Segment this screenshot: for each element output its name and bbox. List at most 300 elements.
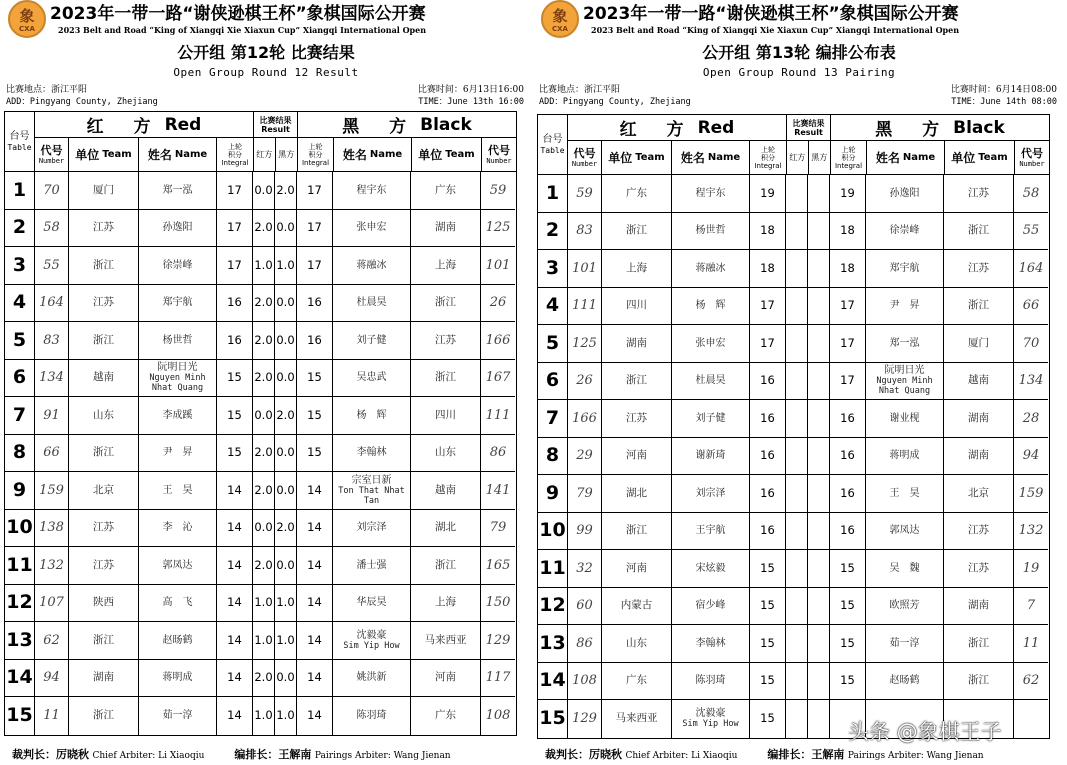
table-row <box>5 397 516 435</box>
table-number: 7 <box>5 397 35 435</box>
header-result: 比赛结果 Result 红方 黑方 <box>787 115 831 175</box>
red-score: 16 <box>750 438 786 476</box>
result-red: 0.0 <box>253 397 275 435</box>
table-row <box>538 438 1049 476</box>
watermark: 头条 @象棋王子 <box>848 720 1002 744</box>
red-code: 11 <box>35 697 69 735</box>
black-team: 广东 <box>411 697 481 735</box>
header-result-black: 黑方 <box>278 150 295 159</box>
table-number: 6 <box>538 363 568 401</box>
black-name: 刘宗泽 <box>333 510 411 548</box>
red-code: 132 <box>35 547 69 585</box>
red-score: 17 <box>750 288 786 326</box>
red-score: 15 <box>217 435 253 473</box>
table-row <box>538 663 1049 701</box>
black-code: 141 <box>481 472 515 510</box>
red-code: 83 <box>35 322 69 360</box>
table-row <box>5 247 516 285</box>
black-name: 尹 昇 <box>866 288 944 326</box>
result-black <box>808 438 830 476</box>
red-code: 99 <box>568 513 602 551</box>
table-row <box>5 622 516 660</box>
red-team: 浙江 <box>602 513 672 551</box>
table-number: 1 <box>538 175 568 213</box>
sheet-subtitle-en: Open Group Round 13 Pairing <box>702 66 896 79</box>
black-score: 15 <box>297 360 333 398</box>
red-name: 杜晨昊 <box>672 363 750 401</box>
black-score: 16 <box>297 322 333 360</box>
black-team: 浙江 <box>944 288 1014 326</box>
round13-pairing-sheet <box>537 0 1061 765</box>
table-number: 2 <box>5 210 35 248</box>
red-code: 134 <box>35 360 69 398</box>
table-number: 8 <box>538 438 568 476</box>
black-score: 16 <box>830 475 866 513</box>
red-name: 尹 昇 <box>139 435 217 473</box>
header-code: 代号 Number <box>1019 147 1045 168</box>
black-score: 16 <box>830 513 866 551</box>
table-row <box>5 472 516 510</box>
black-code: 101 <box>481 247 515 285</box>
result-black: 0.0 <box>275 360 297 398</box>
red-code: 83 <box>568 213 602 251</box>
header-team: 单位 Team <box>945 141 1015 174</box>
black-code: 19 <box>1014 550 1048 588</box>
black-score: 14 <box>297 660 333 698</box>
red-team: 北京 <box>69 472 139 510</box>
black-team: 湖北 <box>411 510 481 548</box>
black-score: 15 <box>297 435 333 473</box>
black-name: 郑宇航 <box>866 250 944 288</box>
result-red: 2.0 <box>253 472 275 510</box>
table-number: 15 <box>5 697 35 735</box>
black-team: 山东 <box>411 435 481 473</box>
header-red: 红 方 Red 代号 Number 单位 Team 姓名 Name 上轮 积分 Integral <box>35 112 254 172</box>
red-code: 59 <box>568 175 602 213</box>
red-code: 62 <box>35 622 69 660</box>
red-code: 58 <box>35 210 69 248</box>
black-team: 江苏 <box>411 322 481 360</box>
result-red: 2.0 <box>253 360 275 398</box>
pairing-table <box>4 111 517 736</box>
time-label-en: TIME：June 13th 16:00 <box>418 97 524 107</box>
red-code: 164 <box>35 285 69 323</box>
black-name: 潘士强 <box>333 547 411 585</box>
black-score: 14 <box>297 472 333 510</box>
black-code: 26 <box>481 285 515 323</box>
table-number: 13 <box>538 625 568 663</box>
red-score: 14 <box>217 697 253 735</box>
red-team: 厦门 <box>69 172 139 210</box>
table-row <box>5 285 516 323</box>
red-name: 谢新琦 <box>672 438 750 476</box>
black-name: 蒋明成 <box>866 438 944 476</box>
result-red <box>786 513 808 551</box>
black-code: 70 <box>1014 325 1048 363</box>
table-number: 5 <box>538 325 568 363</box>
red-score: 15 <box>750 588 786 626</box>
red-team: 江苏 <box>602 400 672 438</box>
table-number: 10 <box>5 510 35 548</box>
black-score: 19 <box>830 175 866 213</box>
red-name: 李 沁 <box>139 510 217 548</box>
result-red: 2.0 <box>253 547 275 585</box>
round12-results-sheet <box>4 0 528 765</box>
red-name: 杨世哲 <box>139 322 217 360</box>
result-black <box>808 325 830 363</box>
black-code <box>1014 700 1048 738</box>
cxa-logo: 象 CXA <box>541 0 579 38</box>
result-black <box>808 625 830 663</box>
black-code: 86 <box>481 435 515 473</box>
red-name: 蒋明成 <box>139 660 217 698</box>
black-score: 16 <box>297 285 333 323</box>
black-score: 17 <box>297 210 333 248</box>
venue-label-en: ADD：Pingyang County, Zhejiang <box>539 97 691 107</box>
event-title: 2023年一带一路“谢侠逊棋王杯”象棋国际公开赛 <box>50 4 426 24</box>
venue-label-en: ADD：Pingyang County, Zhejiang <box>6 97 158 107</box>
red-name: 沈毅豪 Sim Yip How <box>672 700 750 738</box>
header-code: 代号 Number <box>568 141 602 174</box>
table-row <box>5 510 516 548</box>
black-score: 14 <box>297 547 333 585</box>
black-score: 18 <box>830 250 866 288</box>
black-team: 江苏 <box>944 550 1014 588</box>
black-name: 谢业枧 <box>866 400 944 438</box>
red-score: 17 <box>750 325 786 363</box>
red-code: 125 <box>568 325 602 363</box>
result-red: 1.0 <box>253 697 275 735</box>
result-black: 0.0 <box>275 210 297 248</box>
table-row <box>538 288 1049 326</box>
red-score: 17 <box>217 210 253 248</box>
black-code: 134 <box>1014 363 1048 401</box>
result-black: 0.0 <box>275 472 297 510</box>
table-number: 7 <box>538 400 568 438</box>
table-row <box>5 547 516 585</box>
result-black: 1.0 <box>275 585 297 623</box>
black-code: 108 <box>485 708 511 724</box>
red-code: 129 <box>568 700 602 738</box>
red-name: 杨 辉 <box>672 288 750 326</box>
result-red <box>786 400 808 438</box>
table-row <box>5 172 516 210</box>
black-score: 15 <box>830 663 866 701</box>
result-black <box>808 663 830 701</box>
black-score: 17 <box>830 363 866 401</box>
header-result-red: 红方 <box>787 141 809 174</box>
black-team: 河南 <box>411 660 481 698</box>
header-name: 姓名 Name <box>672 141 750 174</box>
table-number: 13 <box>5 622 35 660</box>
red-code: 138 <box>35 510 69 548</box>
black-code: 111 <box>481 397 515 435</box>
red-code: 101 <box>568 250 602 288</box>
header-name: 姓名 Name <box>139 138 217 171</box>
red-score: 16 <box>750 513 786 551</box>
red-team: 马来西亚 <box>602 700 672 738</box>
black-name: 沈毅豪 Sim Yip How <box>333 622 411 660</box>
red-code: 70 <box>35 172 69 210</box>
result-red: 2.0 <box>253 285 275 323</box>
result-red: 1.0 <box>253 247 275 285</box>
black-team: 江苏 <box>944 250 1014 288</box>
result-black: 2.0 <box>275 397 297 435</box>
result-black: 0.0 <box>275 660 297 698</box>
result-red <box>786 325 808 363</box>
red-name: 王宇航 <box>672 513 750 551</box>
table-header <box>538 115 1049 175</box>
red-name: 宿少峰 <box>672 588 750 626</box>
header-team: 单位 Team <box>602 141 672 174</box>
sheet-subtitle: 公开组 第13轮 编排公布表 <box>702 43 896 62</box>
table-number: 11 <box>5 547 35 585</box>
result-red <box>786 175 808 213</box>
black-name: 刘子健 <box>333 322 411 360</box>
red-team: 浙江 <box>602 363 672 401</box>
black-score: 17 <box>297 172 333 210</box>
table-row <box>5 660 516 698</box>
table-row <box>5 697 516 735</box>
black-team: 马来西亚 <box>411 622 481 660</box>
table-row <box>5 585 516 623</box>
result-black: 1.0 <box>275 697 297 735</box>
black-code: 164 <box>1014 250 1048 288</box>
event-title-en: 2023 Belt and Road “King of Xiangqi Xie Xiaxun Cup” Xiangqi International Open <box>591 25 960 35</box>
black-code: 117 <box>481 660 515 698</box>
result-red <box>786 550 808 588</box>
table-number: 14 <box>5 660 35 698</box>
red-code: 32 <box>568 550 602 588</box>
result-black <box>808 175 830 213</box>
red-team: 浙江 <box>69 247 139 285</box>
black-team: 湖南 <box>944 588 1014 626</box>
red-name: 李翰林 <box>672 625 750 663</box>
result-black <box>808 475 830 513</box>
venue-label: 比赛地点：浙江平阳 <box>6 85 88 95</box>
time-label: 比赛时间：6月14日08:00 <box>950 85 1057 95</box>
red-team: 河南 <box>602 550 672 588</box>
result-red: 1.0 <box>253 622 275 660</box>
black-score: 14 <box>297 622 333 660</box>
result-red: 2.0 <box>253 660 275 698</box>
red-score: 17 <box>217 247 253 285</box>
black-code: 55 <box>1014 213 1048 251</box>
red-code: 29 <box>568 438 602 476</box>
red-team: 江苏 <box>69 547 139 585</box>
table-row <box>538 213 1049 251</box>
black-score: 15 <box>830 588 866 626</box>
black-score: 15 <box>830 625 866 663</box>
black-name: 张申宏 <box>333 210 411 248</box>
red-name: 宋炫毅 <box>672 550 750 588</box>
result-red <box>786 588 808 626</box>
table-row <box>538 475 1049 513</box>
header-score: 上轮 积分 Integral <box>831 141 867 174</box>
red-team: 江苏 <box>69 510 139 548</box>
table-number: 15 <box>538 700 568 738</box>
table-number: 2 <box>538 213 568 251</box>
red-code: 94 <box>35 660 69 698</box>
venue-label: 比赛地点：浙江平阳 <box>539 85 621 95</box>
red-name: 王 昊 <box>139 472 217 510</box>
red-code: 159 <box>35 472 69 510</box>
red-team: 内蒙古 <box>602 588 672 626</box>
red-name: 阮明日光 Nguyen Minh Nhat Quang <box>139 360 217 398</box>
red-score: 16 <box>217 285 253 323</box>
result-red: 0.0 <box>253 510 275 548</box>
red-code: 108 <box>568 663 602 701</box>
black-team: 四川 <box>411 397 481 435</box>
result-black: 0.0 <box>275 322 297 360</box>
black-team: 越南 <box>944 363 1014 401</box>
table-number: 1 <box>5 172 35 210</box>
red-name: 郑一泓 <box>139 172 217 210</box>
black-name: 华辰昊 <box>333 585 411 623</box>
red-score: 18 <box>750 213 786 251</box>
red-team: 广东 <box>602 175 672 213</box>
result-red <box>786 363 808 401</box>
table-row <box>538 325 1049 363</box>
result-red <box>786 663 808 701</box>
black-name: 程宇东 <box>333 172 411 210</box>
black-code: 165 <box>481 547 515 585</box>
result-black <box>808 513 830 551</box>
header-code: 代号 Number <box>486 144 512 165</box>
table-row <box>5 210 516 248</box>
black-team: 浙江 <box>944 625 1014 663</box>
black-score: 16 <box>830 400 866 438</box>
result-black <box>808 250 830 288</box>
black-name: 吴 魏 <box>866 550 944 588</box>
red-team: 浙江 <box>69 697 139 735</box>
black-code: 28 <box>1014 400 1048 438</box>
black-team: 厦门 <box>944 325 1014 363</box>
black-code: 66 <box>1014 288 1048 326</box>
table-header <box>5 112 516 172</box>
red-code: 79 <box>568 475 602 513</box>
black-code: 62 <box>1014 663 1048 701</box>
result-red <box>786 288 808 326</box>
header-result: 比赛结果 Result 红方 黑方 <box>254 112 298 172</box>
result-red <box>786 438 808 476</box>
black-name: 王 昊 <box>866 475 944 513</box>
red-team: 湖北 <box>602 475 672 513</box>
red-team: 广东 <box>602 663 672 701</box>
red-name: 陈羽琦 <box>672 663 750 701</box>
result-red <box>786 625 808 663</box>
red-name: 高 飞 <box>139 585 217 623</box>
black-name: 宗室日新 Ton That Nhat Tan <box>333 472 411 510</box>
black-name: 吴忠武 <box>333 360 411 398</box>
red-score: 15 <box>750 550 786 588</box>
table-number: 12 <box>5 585 35 623</box>
result-black <box>808 550 830 588</box>
red-name: 茹一淳 <box>139 697 217 735</box>
header-black: 黑 方 Black 上轮 积分 Integral 姓名 Name 单位 Team 代号 Number <box>298 112 516 172</box>
black-team: 浙江 <box>411 360 481 398</box>
black-team: 上海 <box>411 247 481 285</box>
black-code: 167 <box>481 360 515 398</box>
black-code: 132 <box>1014 513 1048 551</box>
black-code: 129 <box>481 622 515 660</box>
sheet-subtitle: 公开组 第12轮 比赛结果 <box>177 43 355 62</box>
result-red <box>786 475 808 513</box>
table-number: 4 <box>538 288 568 326</box>
table-number: 9 <box>5 472 35 510</box>
table-row <box>538 400 1049 438</box>
black-team: 浙江 <box>411 285 481 323</box>
black-code: 94 <box>1014 438 1048 476</box>
black-score: 16 <box>830 438 866 476</box>
black-name: 李翰林 <box>333 435 411 473</box>
arbiter-footer: 裁判长：厉晓秋 Chief Arbiter: Li Xiaoqiu 编排长：王解南 Pairings Arbiter: Wang Jienan <box>545 748 984 761</box>
red-name: 徐崇峰 <box>139 247 217 285</box>
table-number: 3 <box>538 250 568 288</box>
black-team: 上海 <box>411 585 481 623</box>
red-score: 14 <box>217 585 253 623</box>
black-code: 11 <box>1014 625 1048 663</box>
black-name: 郭凤达 <box>866 513 944 551</box>
red-score: 15 <box>217 397 253 435</box>
black-team: 湖南 <box>944 438 1014 476</box>
table-row <box>5 360 516 398</box>
red-name: 李成蹊 <box>139 397 217 435</box>
red-score: 16 <box>750 400 786 438</box>
table-number: 3 <box>5 247 35 285</box>
red-name: 刘宗泽 <box>672 475 750 513</box>
red-score: 18 <box>750 250 786 288</box>
red-name: 孙逸阳 <box>139 210 217 248</box>
result-black <box>808 288 830 326</box>
result-black: 1.0 <box>275 247 297 285</box>
black-team: 广东 <box>411 172 481 210</box>
black-code: 79 <box>481 510 515 548</box>
header-result-red: 红方 <box>254 138 276 171</box>
black-score: 17 <box>830 288 866 326</box>
table-row <box>538 625 1049 663</box>
red-code: 55 <box>35 247 69 285</box>
arbiter-footer: 裁判长：厉晓秋 Chief Arbiter: Li Xiaoqiu 编排长：王解南 Pairings Arbiter: Wang Jienan <box>12 748 451 761</box>
black-score: 18 <box>830 213 866 251</box>
red-team: 浙江 <box>69 322 139 360</box>
result-black: 0.0 <box>275 435 297 473</box>
red-score: 16 <box>217 322 253 360</box>
black-code: 150 <box>481 585 515 623</box>
table-number: 14 <box>538 663 568 701</box>
black-name: 陈羽琦 <box>333 697 411 735</box>
red-name: 程宇东 <box>672 175 750 213</box>
table-number: 9 <box>538 475 568 513</box>
red-code: 91 <box>35 397 69 435</box>
table-number: 12 <box>538 588 568 626</box>
header-black: 黑 方 Black 上轮 积分 Integral 姓名 Name 单位 Team 代号 Number <box>831 115 1049 175</box>
table-row <box>5 435 516 473</box>
black-team: 浙江 <box>411 547 481 585</box>
header-table: 台号 Table <box>5 112 35 172</box>
red-team: 湖南 <box>69 660 139 698</box>
black-score: 14 <box>297 697 333 735</box>
result-black: 1.0 <box>275 622 297 660</box>
red-code: 60 <box>568 588 602 626</box>
black-score: 15 <box>297 397 333 435</box>
black-name: 阮明日光 Nguyen Minh Nhat Quang <box>866 363 944 401</box>
black-name: 徐崇峰 <box>866 213 944 251</box>
black-score: 14 <box>297 510 333 548</box>
table-number: 4 <box>5 285 35 323</box>
black-team: 北京 <box>944 475 1014 513</box>
header-score: 上轮 积分 Integral <box>221 142 249 167</box>
